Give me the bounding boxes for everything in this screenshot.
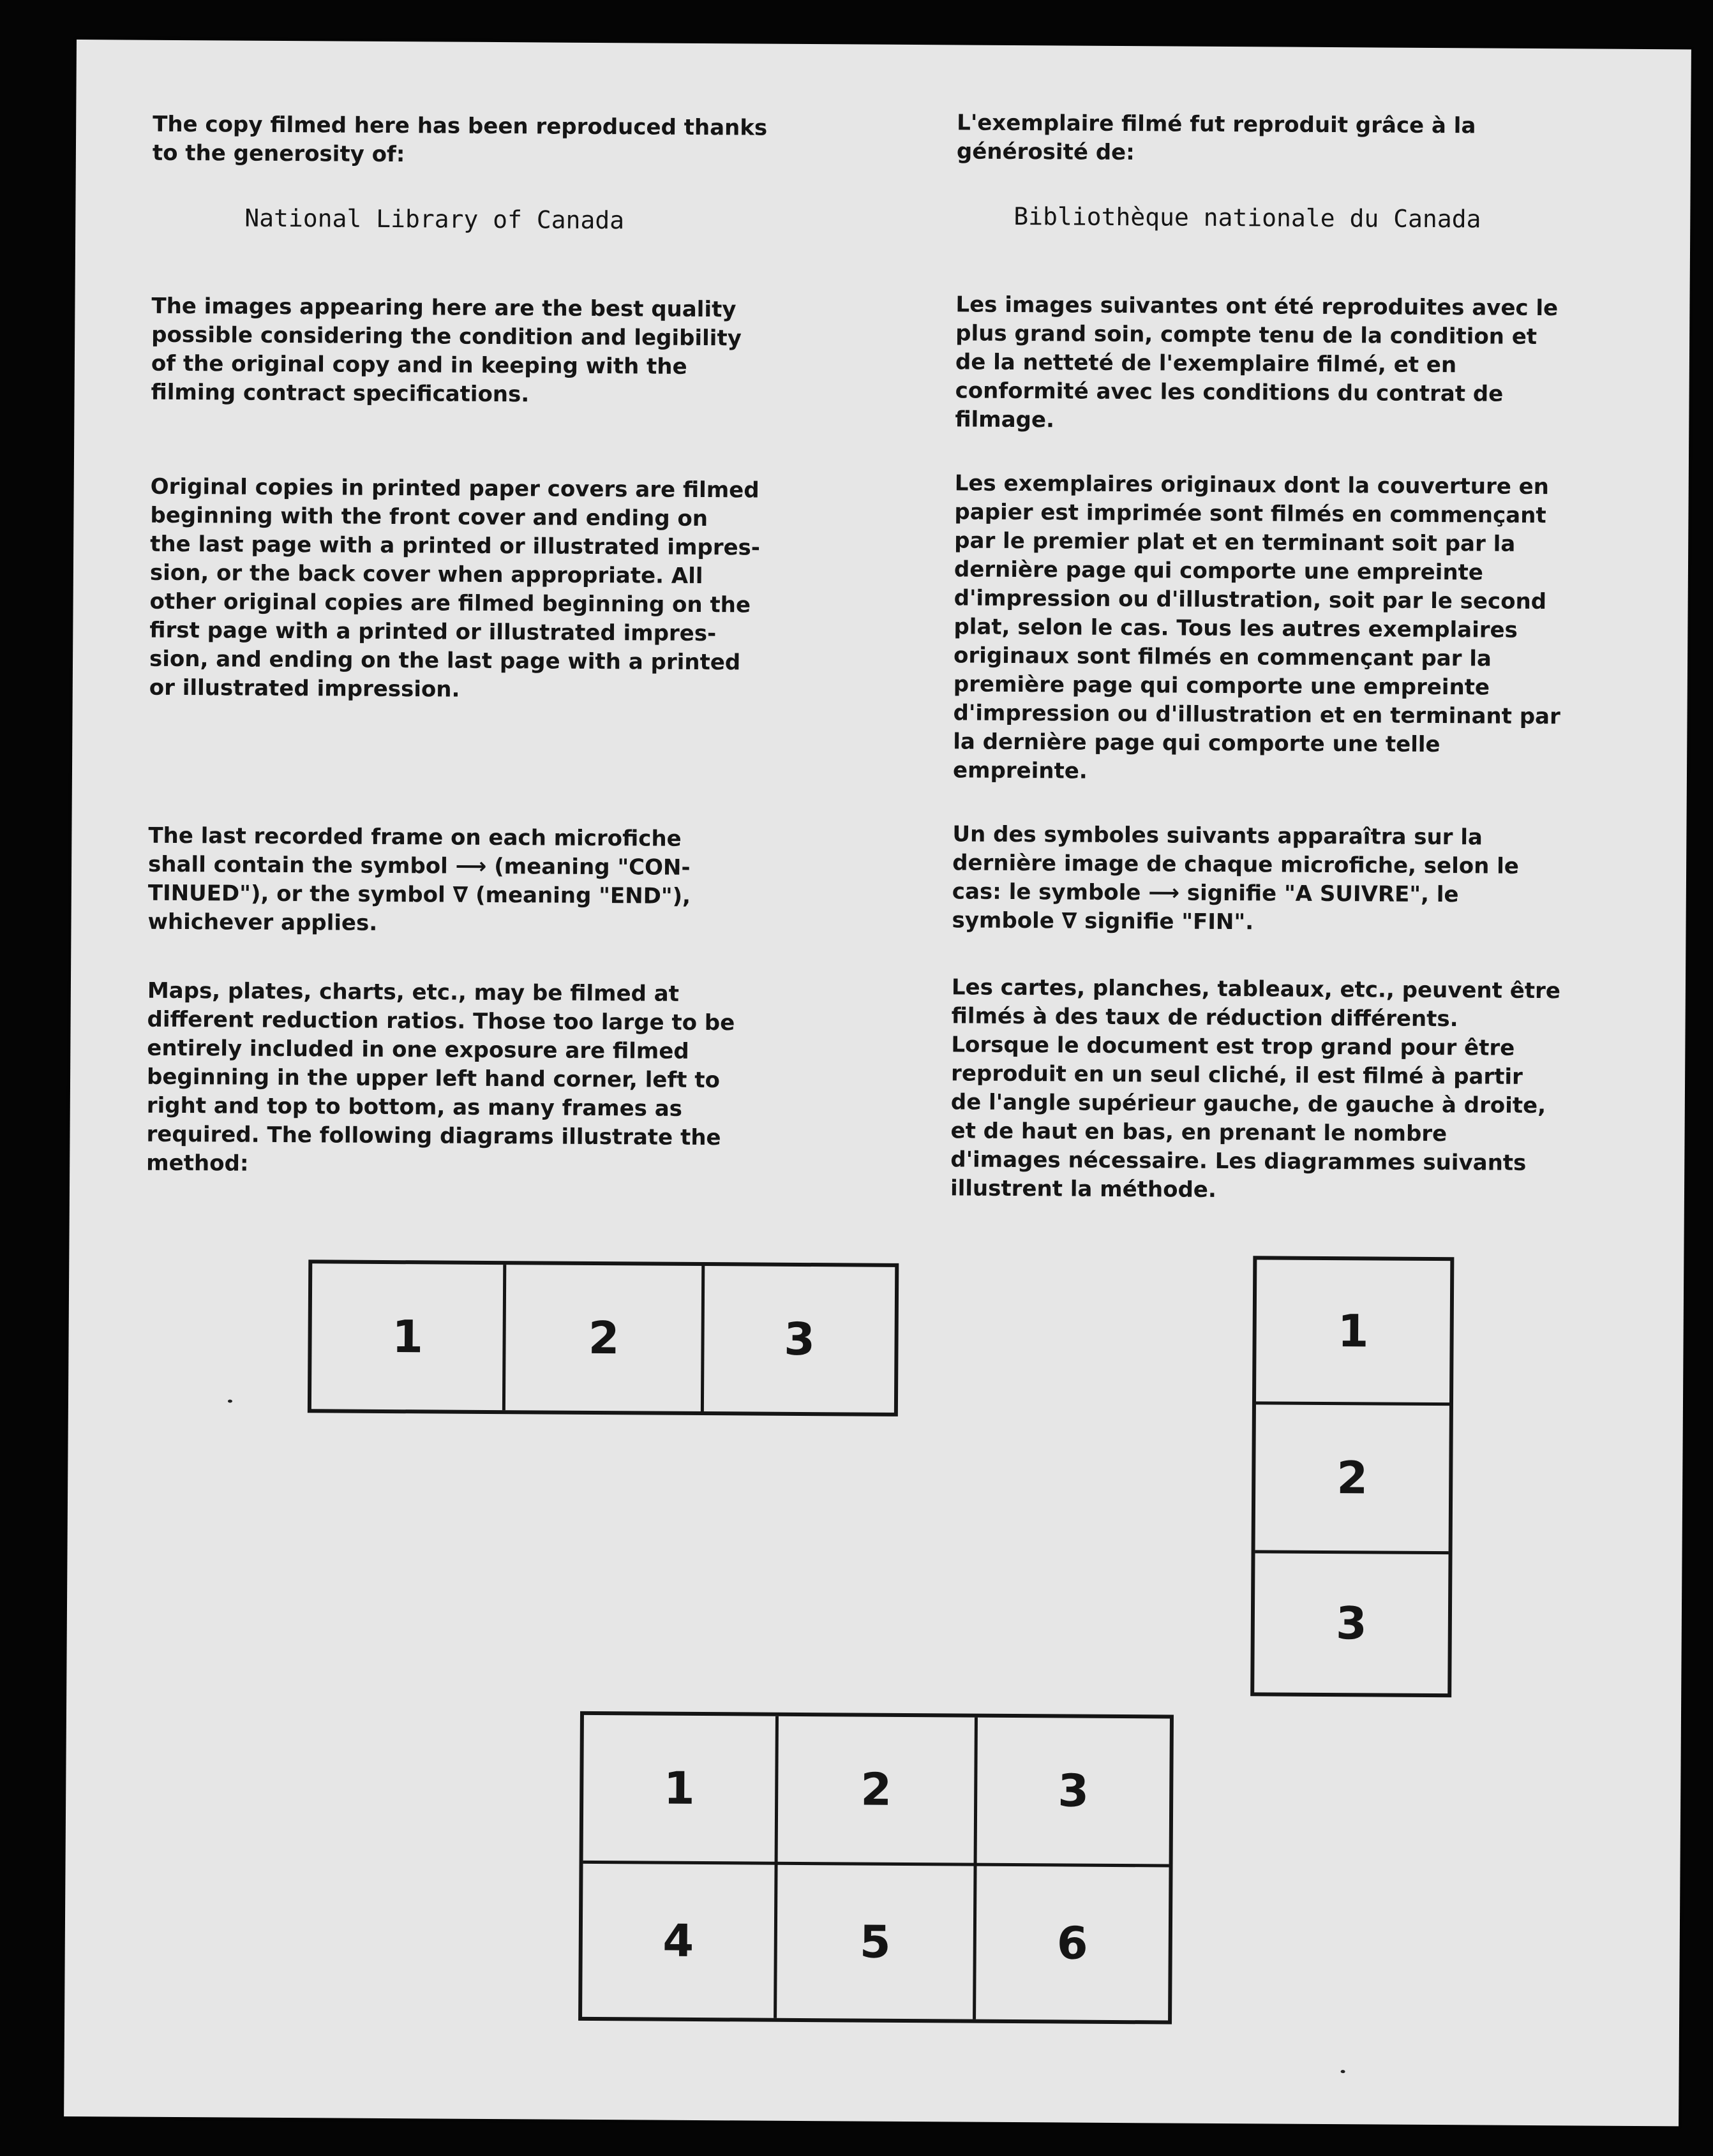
- frame-cell: 2: [860, 1763, 892, 1816]
- frame-cell: 1: [391, 1311, 424, 1364]
- horizontal-frame-diagram: [308, 1260, 899, 1416]
- frame-cell: 6: [1056, 1917, 1088, 1970]
- filming-notice-page: [64, 40, 1691, 2126]
- frame-cell: 4: [662, 1914, 694, 1967]
- frame-cell: 3: [1335, 1597, 1367, 1650]
- frame-cell: 5: [859, 1915, 891, 1968]
- fr-symbol-paragraph: Un des symboles suivants apparaîtra sur la dernière image de chaque microfiche, selon le cas: le symbole ⟶ signifie "A SUIVRE", le symbole ∇ signifie "FIN".: [952, 821, 1520, 935]
- frame-cell: 1: [1337, 1305, 1369, 1358]
- en-image-quality-paragraph: The images appearing here are the best quality possible considering the condition and legibility of the original copy and in keeping with the filming contract specifications.: [151, 293, 742, 408]
- en-original-copies-paragraph: Original copies in printed paper covers are filmed beginning with the front cover and ending on the last page with a printed or illustrated impres- sion, or the back cover when appropriate. All other original copies are filmed beginning on the first page with a printed or illustrated impres- sion, and ending on the last page with a printed or illustrated impression.: [149, 473, 761, 703]
- en-maps-paragraph: Maps, plates, charts, etc., may be filmed at different reduction ratios. Those too large to be entirely included in one exposure are filmed beginning in the upper left hand corner, left to right and top to bottom, as many frames as required. The following diagrams illustrate the method:: [146, 978, 735, 1177]
- en-library-name: National Library of Canada: [244, 204, 625, 235]
- fr-image-quality-paragraph: Les images suivantes ont été reproduites avec le plus grand soin, compte tenu de la condition et de la netteté de l'exemplaire filmé, et en conformité avec les conditions du contrat de filmage.: [955, 292, 1559, 433]
- en-symbol-paragraph: The last recorded frame on each microfiche shall contain the symbol ⟶ (meaning "CON- TINUED"), or the symbol ∇ (meaning "END"), whichever applies.: [147, 822, 691, 936]
- fr-maps-paragraph: Les cartes, planches, tableaux, etc., peuvent être filmés à des taux de réduction différents. Lorsque le document est trop grand pour être reproduit en un seul cliché, il est filmé à partir de l'angle supérieur gauche, de gauche à droite, et de haut en bas, en prenant le nombre d'images nécessaire. Les diagrammes suivants illustrent la méthode.: [950, 974, 1561, 1203]
- fr-original-copies-paragraph: Les exemplaires originaux dont la couverture en papier est imprimée sont filmés en commençant par le premier plat et en terminant soit par la dernière page qui comporte une empreinte d'impression ou d'illustration, soit par le second plat, selon le cas. Tous les autres exemplaires originaux sont filmés en commençant par la première page qui comporte une empreinte d'impression ou d'illustration et en terminant par la dernière page qui comporte une telle empreinte.: [952, 470, 1560, 784]
- vertical-frame-diagram: [1250, 1256, 1454, 1697]
- dust-speck: [1341, 2070, 1345, 2073]
- fr-library-name: Bibliothèque nationale du Canada: [1014, 202, 1481, 234]
- frame-cell: 2: [588, 1311, 620, 1365]
- fr-intro: L'exemplaire filmé fut reproduit grâce à la générosité de:: [956, 110, 1476, 166]
- grid-frame-diagram: [578, 1711, 1174, 2025]
- frame-cell: 2: [1336, 1452, 1368, 1505]
- frame-cell: 1: [663, 1762, 695, 1815]
- frame-cell: 3: [1058, 1764, 1089, 1817]
- dust-speck: [228, 1399, 232, 1402]
- frame-cell: 3: [783, 1312, 816, 1366]
- en-intro: The copy filmed here has been reproduced thanks to the generosity of:: [152, 111, 768, 168]
